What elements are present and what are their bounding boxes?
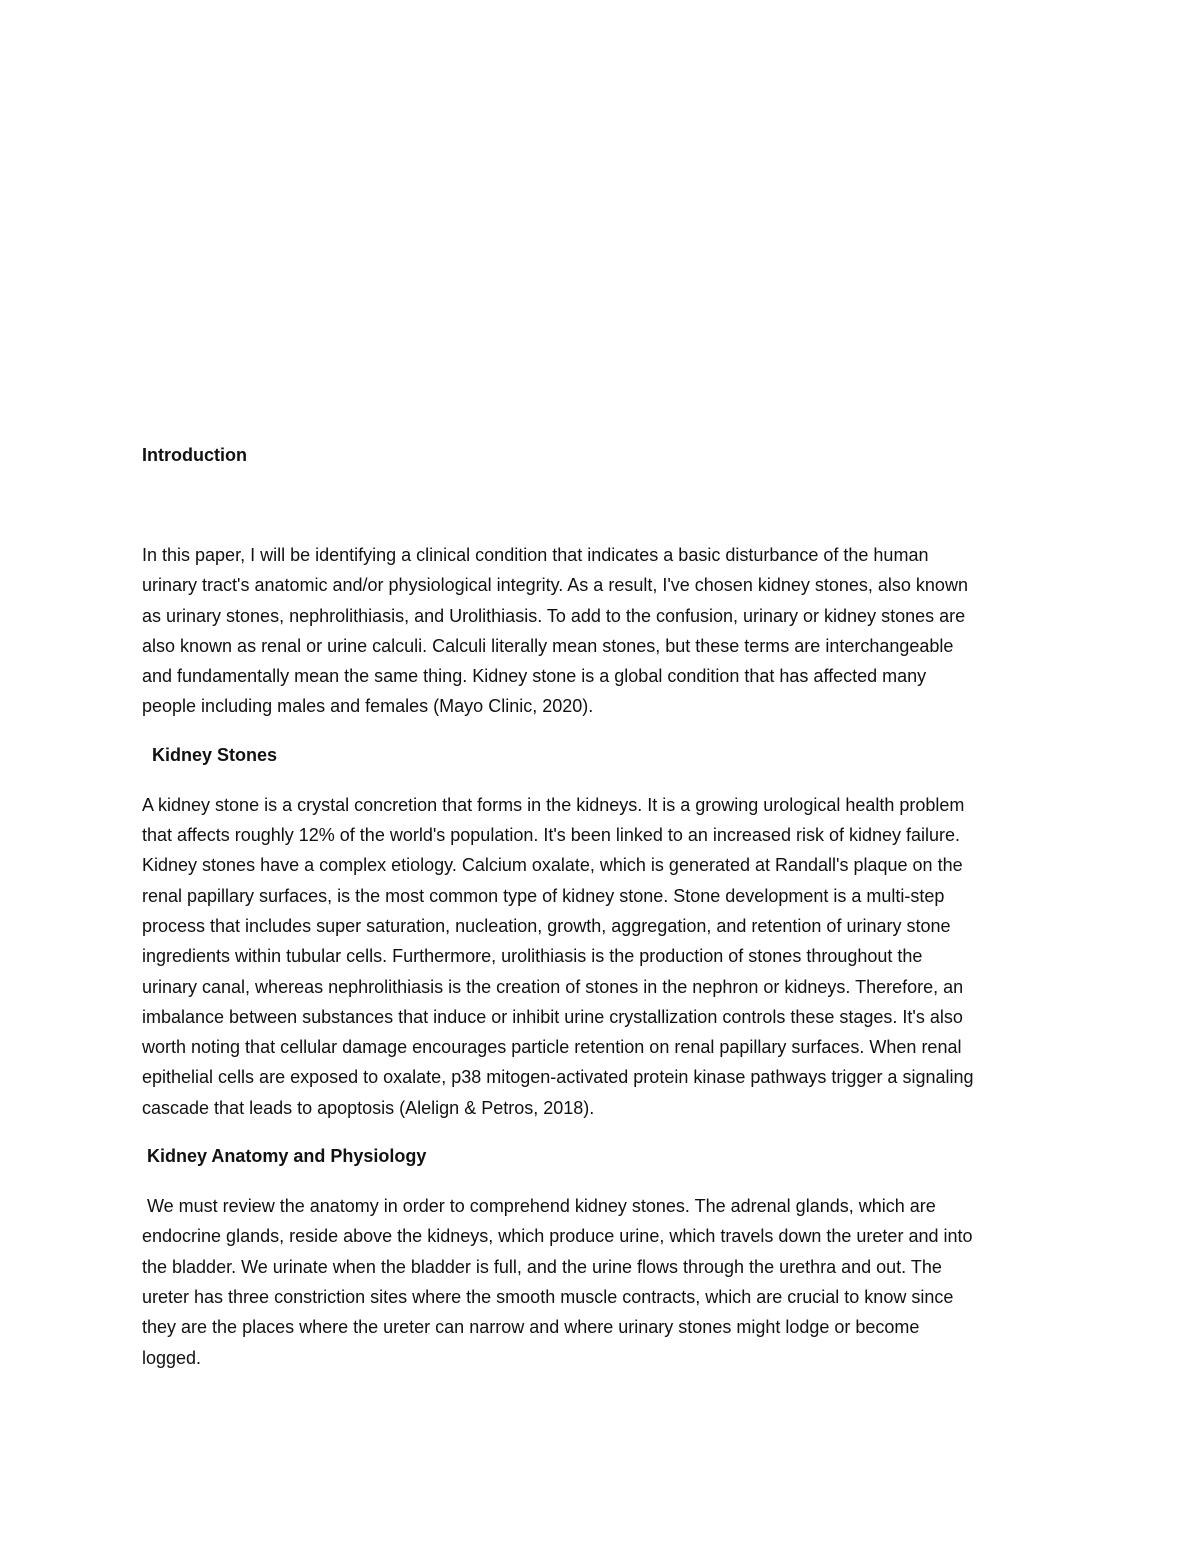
paragraph-line: endocrine glands, reside above the kidneys, which produce urine, which travels down the ureter and into	[142, 1226, 973, 1247]
introduction-heading: Introduction	[142, 445, 247, 465]
paragraph-line: Kidney stones have a complex etiology. Calcium oxalate, which is generated at Randall's plaque on the	[142, 855, 963, 876]
paragraph-line: In this paper, I will be identifying a clinical condition that indicates a basic disturbance of the human	[142, 545, 929, 565]
kidney-stones-heading: Kidney Stones	[142, 744, 278, 765]
paragraph-line: A kidney stone is a crystal concretion that forms in the kidneys. It is a growing urological health problem	[142, 794, 965, 815]
paragraph-line: also known as renal or urine calculi. Calculi literally mean stones, but these terms are interchangeable	[142, 635, 954, 656]
introduction-paragraph	[142, 540, 1060, 722]
paragraph-line: the bladder. We urinate when the bladder is full, and the urine flows through the urethra and out. The	[142, 1256, 942, 1277]
paragraph-line: renal papillary surfaces, is the most common type of kidney stone. Stone development is a multi-step	[142, 885, 945, 906]
spacer	[142, 1171, 1060, 1191]
document-body	[142, 440, 1060, 1373]
paragraph-line: ureter has three constriction sites where the smooth muscle contracts, which are crucial to know since	[142, 1286, 954, 1307]
spacer	[142, 470, 1060, 540]
spacer	[142, 1123, 1060, 1141]
paragraph-line: that affects roughly 12% of the world's population. It's been linked to an increased risk of kidney failure.	[142, 825, 961, 846]
paragraph-line: imbalance between substances that induce or inhibit urine crystallization controls these stages. It's also	[142, 1006, 963, 1027]
spacer	[142, 770, 1060, 790]
paragraph-line: they are the places where the ureter can narrow and where urinary stones might lodge or become	[142, 1317, 920, 1338]
paragraph-line: worth noting that cellular damage encourages particle retention on renal papillary surfaces. When renal	[142, 1037, 962, 1058]
paragraph-line: ingredients within tubular cells. Furthermore, urolithiasis is the production of stones throughout the	[142, 946, 923, 967]
kidney-anatomy-paragraph	[142, 1191, 1060, 1373]
paragraph-line: cascade that leads to apoptosis (Alelign & Petros, 2018).	[142, 1097, 595, 1118]
paragraph-line: people including males and females (Mayo Clinic, 2020).	[142, 696, 594, 717]
kidney-anatomy-heading: Kidney Anatomy and Physiology	[142, 1146, 427, 1167]
paragraph-line: as urinary stones, nephrolithiasis, and Urolithiasis. To add to the confusion, urinary or kidney stones are	[142, 605, 966, 626]
paragraph-line: process that includes super saturation, nucleation, growth, aggregation, and retention of urinary stone	[142, 915, 951, 936]
paragraph-line: urinary canal, whereas nephrolithiasis is the creation of stones in the nephron or kidneys. Therefore, an	[142, 976, 964, 997]
paragraph-line: and fundamentally mean the same thing. Kidney stone is a global condition that has affected many	[142, 666, 927, 687]
paragraph-line: urinary tract's anatomic and/or physiological integrity. As a result, I've chosen kidney stones, also known	[142, 575, 968, 596]
spacer	[142, 722, 1060, 740]
kidney-stones-paragraph	[142, 790, 1060, 1123]
paragraph-line: We must review the anatomy in order to comprehend kidney stones. The adrenal glands, which are	[142, 1196, 936, 1217]
paragraph-line: logged.	[142, 1347, 202, 1368]
paragraph-line: epithelial cells are exposed to oxalate, p38 mitogen-activated protein kinase pathways trigger a signaling	[142, 1067, 974, 1088]
